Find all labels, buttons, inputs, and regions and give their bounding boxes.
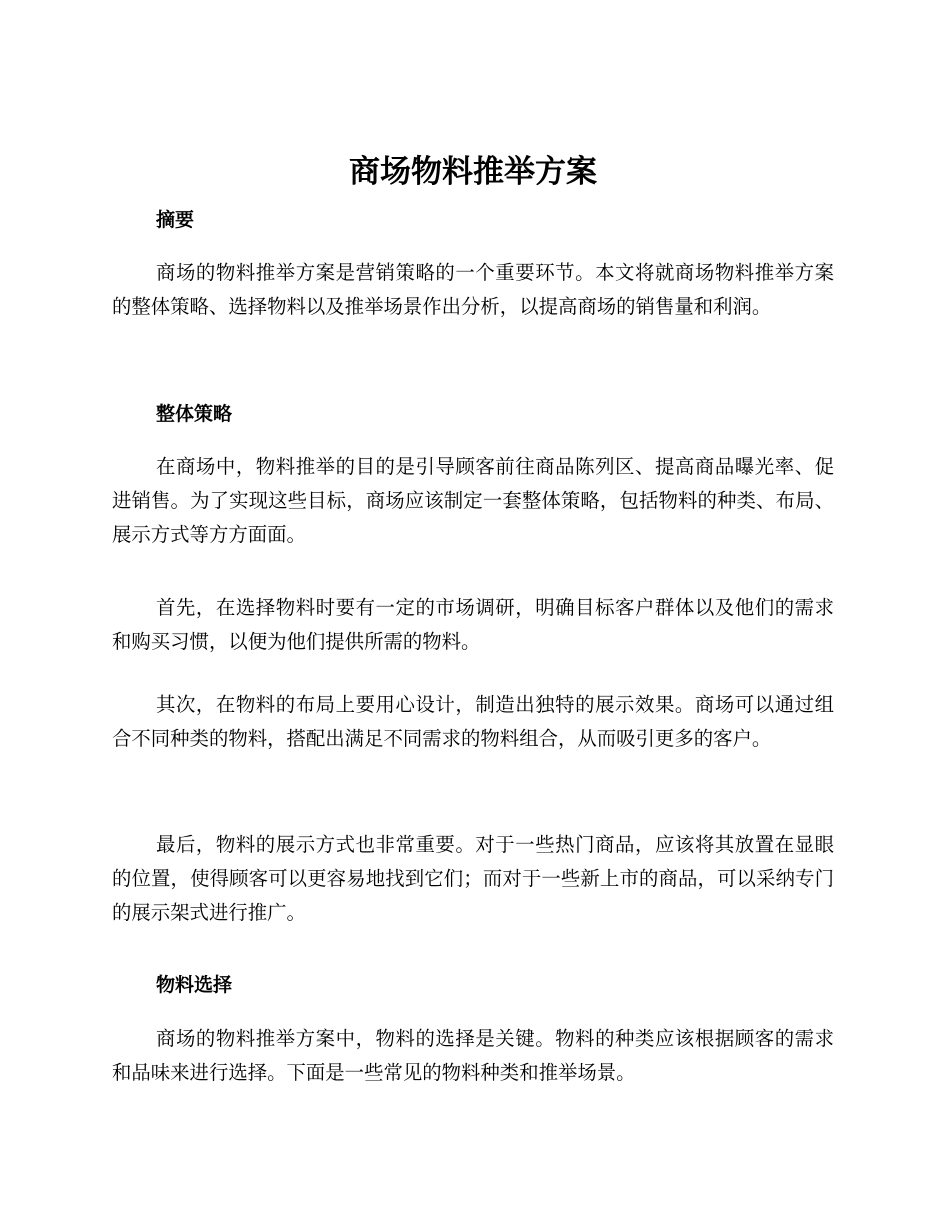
paragraph-strategy-last: 最后，物料的展示方式也非常重要。对于一些热门商品，应该将其放置在显眼的位置，使得顾客可以更容易地找到它们；而对于一些新上市的商品，可以采纳专门的展示架式进行推广。 [112,833,834,924]
paragraph-strategy-second: 其次，在物料的布局上要用心设计，制造出独特的展示效果。商场可以通过组合不同种类的物料，搭配出满足不同需求的物料组合，从而吸引更多的客户。 [112,693,834,750]
paragraph-material-selection: 商场的物料推举方案中，物料的选择是关键。物料的种类应该根据顾客的需求和品味来进行选择。下面是一些常见的物料种类和推举场景。 [112,1027,834,1084]
section-heading-material-selection: 物料选择 [156,974,233,996]
document-title: 商场物料推举方案 [349,154,597,190]
paragraph-strategy-first: 首先，在选择物料时要有一定的市场调研，明确目标客户群体以及他们的需求和购买习惯，以便为他们提供所需的物料。 [112,596,834,653]
section-heading-abstract: 摘要 [156,209,195,231]
paragraph-abstract: 商场的物料推举方案是营销策略的一个重要环节。本文将就商场物料推举方案的整体策略、选择物料以及推举场景作出分析，以提高商场的销售量和利润。 [112,261,834,318]
paragraph-strategy-intro: 在商场中，物料推举的目的是引导顾客前往商品陈列区、提高商品曝光率、促进销售。为了实现这些目标，商场应该制定一套整体策略，包括物料的种类、布局、展示方式等方方面面。 [112,455,834,546]
section-heading-overall-strategy: 整体策略 [156,403,233,425]
